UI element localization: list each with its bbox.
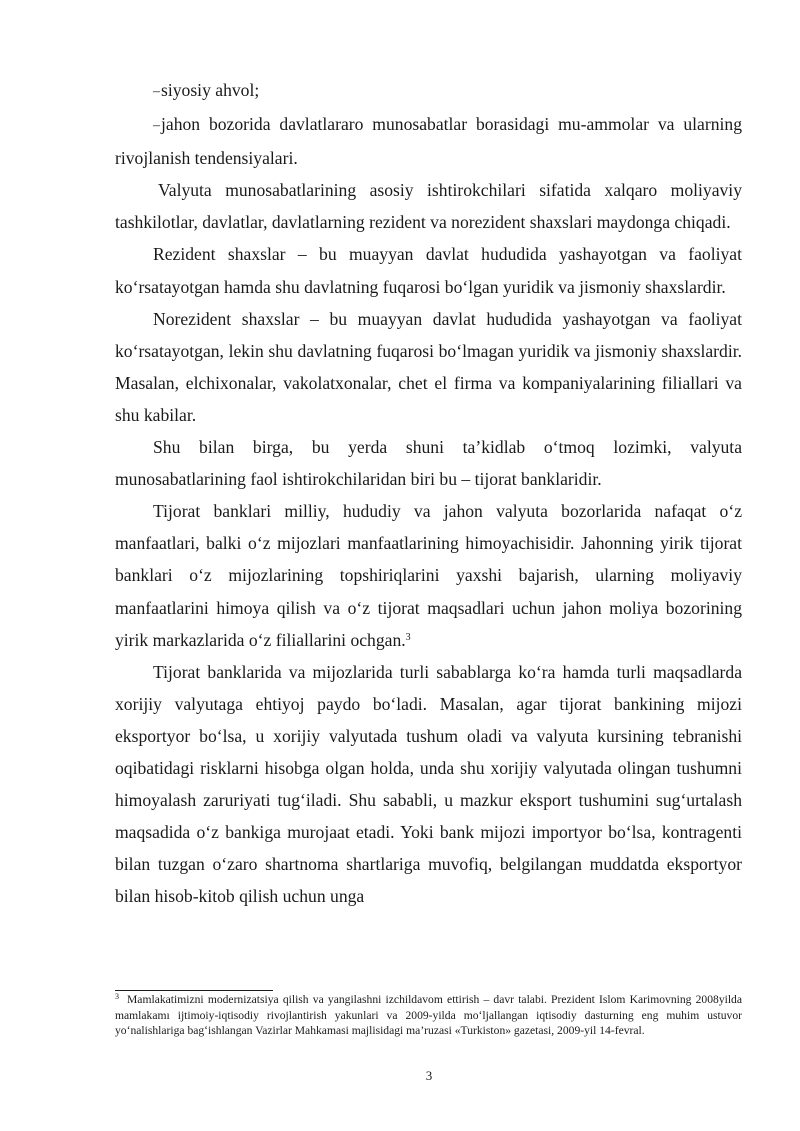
list-item bbox=[115, 74, 742, 108]
footnote bbox=[115, 992, 742, 1039]
paragraph-text: Tijorat banklari milliy, hududiy va jahon valyuta bozorlarida nafaqat oʻz manfaatlari, balki oʻz mijozlari manfaatlarining himoyachisidir. Jahonning yirik tijorat banklari oʻz mijozlarining topshiriqlarini yaxshi bajarish, ularning moliyaviy manfaatlarini himoya qilish va oʻz tijorat maqsadlari uchun jahon moliya bozorining yirik markazlarida oʻz filiallarini ochgan. bbox=[115, 501, 742, 650]
paragraph: Norezident shaxslar – bu muayyan davlat hududida yashayotgan va faoliyat koʻrsatayotgan, lekin shu davlatning fuqarosi boʻlmagan yuridik va jismoniy shaxslardir. Masalan, elchixonalar, vakolatxonalar, chet el firma va kompaniyalarining filiallari va shu kabilar. bbox=[115, 308, 742, 425]
paragraph: Shu bilan birga, bu yerda shuni ta’kidlab oʻtmoq lozimki, valyuta munosabatlarining faol ishtirokchilaridan biri bu – tijorat banklaridir. bbox=[115, 437, 742, 490]
footnote-text: Mamlakatimizni modernizatsiya qilish va yangilashni izchildavom ettirish – davr talabi. Prezident Islom Karimovning 2008yilda mamlakamı ijtimoiy-iqtisodiy rivojlantirish yakunlari va 2009-yilda moʻljallangan iqtisodiy dasturning eng muhim ustuvor yoʻnalishlariga bagʻishlangan Vazirlar Mahkamasi majlisidagi ma’ruzasi «Turkiston» gazetasi, 2009-yil 14-fevral. bbox=[115, 993, 742, 1038]
paragraph: Tijorat banklarida va mijozlarida turli sabablarga koʻra hamda turli maqsadlarda xorijiy valyutaga ehtiyoj paydo boʻladi. Masalan, agar tijorat bankining mijozi eksportyor boʻlsa, u xorijiy valyutada tushum oladi va valyuta kursining tebranishi oqibatidagi risklarni hisobga olgan holda, unda shu xorijiy valyutada olingan tushumni himoyalash zaruriyati tugʻiladi. Shu sababli, u mazkur eksport tushumini sugʻurtalash maqsadida oʻz bankiga murojaat etadi. Yoki bank mijozi importyor boʻlsa, kontragenti bilan tuzgan oʻzaro shartnoma shartlariga muvofiq, belgilangan muddatda eksportyor bilan hisob-kitob qilish uchun unga bbox=[115, 661, 742, 907]
footnote-number: 3 bbox=[115, 992, 119, 1001]
paragraph bbox=[115, 495, 742, 655]
main-text bbox=[115, 74, 742, 912]
paragraph: Valyuta munosabatlarining asosiy ishtirokchilari sifatida xalqaro moliyaviy tashkilotlar, davlatlar, davlatlarning rezident va norezident shaxslari maydonga chiqadi. bbox=[115, 180, 742, 233]
list-item-text: jahon bozorida davlatlararo munosabatlar borasidagi mu-ammolar va ularning rivojlanish tendensiyalari. bbox=[115, 114, 742, 169]
footnote-separator bbox=[115, 990, 273, 991]
footnote-reference[interactable]: 3 bbox=[405, 631, 411, 643]
list-item bbox=[115, 108, 742, 174]
paragraph: Rezident shaxslar – bu muayyan davlat hududida yashayotgan va faoliyat koʻrsatayotgan hamda shu davlatning fuqarosi boʻlgan yuridik va jismoniy shaxslardir. bbox=[115, 244, 742, 297]
list-item-text: siyosiy ahvol; bbox=[161, 80, 260, 100]
page-number: 3 bbox=[425, 1068, 433, 1083]
dash-bullet: – bbox=[153, 84, 160, 99]
dash-bullet: – bbox=[153, 118, 160, 134]
